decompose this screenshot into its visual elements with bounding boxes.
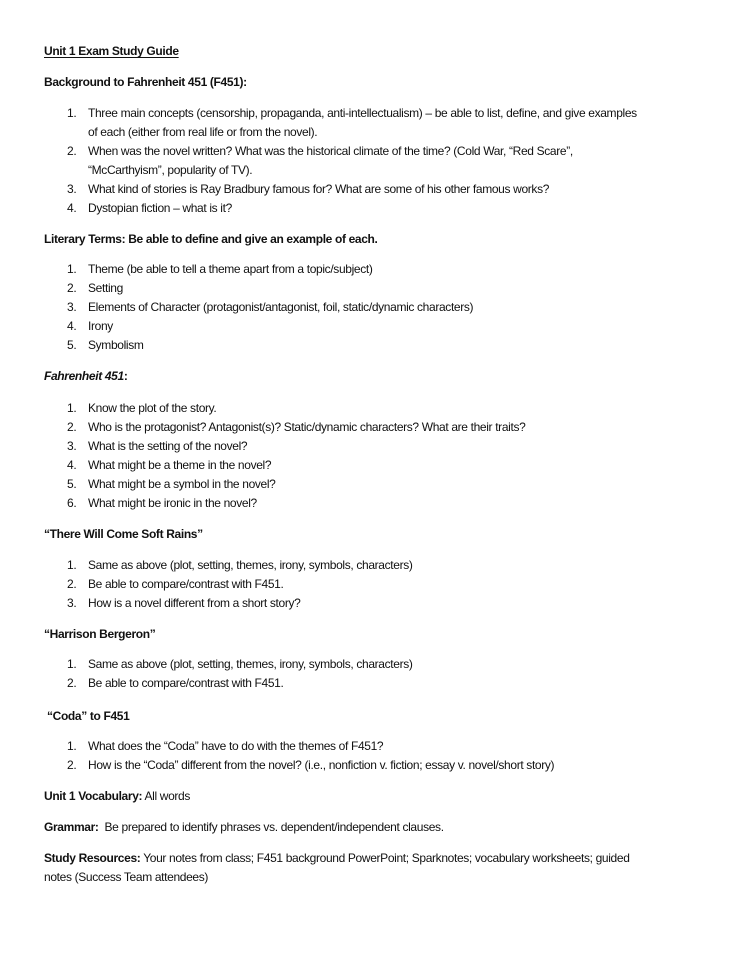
grammar-text: Be prepared to identify phrases vs. dependent/independent clauses. [98, 820, 444, 834]
grammar-line [44, 818, 444, 837]
study-resources-label: Study Resources: [44, 851, 141, 865]
list-text: When was the novel written? What was the historical climate of the time? (Cold War, “Red Scare”, [88, 144, 573, 158]
document-title: Unit 1 Exam Study Guide [44, 44, 179, 58]
list-number: 1. [67, 657, 77, 671]
list-text: Be able to compare/contrast with F451. [88, 577, 284, 591]
list-number: 5. [67, 477, 77, 491]
list-text: Dystopian fiction – what is it? [88, 201, 232, 215]
list-number: 2. [67, 676, 77, 690]
list-number: 4. [67, 201, 77, 215]
list-item [0, 104, 749, 123]
list-number: 3. [67, 182, 77, 196]
list-item [0, 456, 749, 475]
section-heading-literary-terms: Literary Terms: Be able to define and give an example of each. [44, 232, 378, 246]
list-number: 2. [67, 281, 77, 295]
list-text: What might be a symbol in the novel? [88, 477, 276, 491]
section-heading-fahrenheit-451 [44, 367, 127, 386]
list-number: 2. [67, 420, 77, 434]
list-number: 6. [67, 496, 77, 510]
list-number: 1. [67, 106, 77, 120]
list-text: How is a novel different from a short story? [88, 596, 301, 610]
list-text: Elements of Character (protagonist/antagonist, foil, static/dynamic characters) [88, 300, 474, 314]
list-number: 2. [67, 144, 77, 158]
list-text-continued: “McCarthyism”, popularity of TV). [88, 163, 253, 177]
list-number: 5. [67, 338, 77, 352]
list-text: Same as above (plot, setting, themes, irony, symbols, characters) [88, 558, 413, 572]
list-text: How is the “Coda” different from the novel? (i.e., nonfiction v. fiction; essay v. novel/short story) [88, 758, 555, 772]
list-text: Three main concepts (censorship, propaganda, anti-intellectualism) – be able to list, define, and give examples [88, 106, 637, 120]
list-number: 1. [67, 401, 77, 415]
study-resources-text: Your notes from class; F451 background PowerPoint; Sparknotes; vocabulary worksheets; guided [140, 851, 630, 865]
list-item [0, 199, 749, 218]
section-heading-soft-rains: “There Will Come Soft Rains” [44, 527, 203, 541]
list-item [0, 494, 749, 513]
list-text: Be able to compare/contrast with F451. [88, 676, 284, 690]
list-number: 4. [67, 319, 77, 333]
list-number: 3. [67, 596, 77, 610]
list-number: 2. [67, 577, 77, 591]
list-item [0, 418, 749, 437]
list-text: What kind of stories is Ray Bradbury famous for? What are some of his other famous works? [88, 182, 550, 196]
list-text: Theme (be able to tell a theme apart from a topic/subject) [88, 262, 373, 276]
list-text: What is the setting of the novel? [88, 439, 248, 453]
section-heading-coda: “Coda” to F451 [44, 709, 130, 723]
list-item [0, 317, 749, 336]
list-text: What might be ironic in the novel? [88, 496, 257, 510]
list-item [0, 756, 749, 775]
list-item [0, 336, 749, 355]
list-text-continued: of each (either from real life or from the novel). [88, 125, 318, 139]
list-item [0, 437, 749, 456]
list-text: Know the plot of the story. [88, 401, 217, 415]
list-number: 1. [67, 262, 77, 276]
list-item [0, 399, 749, 418]
list-text: What does the “Coda” have to do with the themes of F451? [88, 739, 384, 753]
list-number: 1. [67, 558, 77, 572]
list-item [0, 298, 749, 317]
list-item [0, 674, 749, 693]
list-text: Same as above (plot, setting, themes, irony, symbols, characters) [88, 657, 413, 671]
section-heading-harrison-bergeron: “Harrison Bergeron” [44, 627, 156, 641]
list-item [0, 180, 749, 199]
study-resources-line [44, 849, 630, 868]
vocabulary-label: Unit 1 Vocabulary: [44, 789, 143, 803]
vocabulary-line [44, 787, 190, 806]
list-item [0, 260, 749, 279]
list-item [0, 575, 749, 594]
list-number: 2. [67, 758, 77, 772]
list-number: 3. [67, 439, 77, 453]
list-item [0, 594, 749, 613]
grammar-label: Grammar: [44, 820, 99, 834]
study-resources-continued: notes (Success Team attendees) [44, 870, 209, 884]
list-item [0, 142, 749, 161]
list-item [0, 279, 749, 298]
list-text: What might be a theme in the novel? [88, 458, 272, 472]
list-text: Who is the protagonist? Antagonist(s)? Static/dynamic characters? What are their traits? [88, 420, 526, 434]
list-text: Irony [88, 319, 113, 333]
list-item [0, 556, 749, 575]
list-text: Setting [88, 281, 123, 295]
vocabulary-text: All words [142, 789, 191, 803]
list-item [0, 475, 749, 494]
list-number: 1. [67, 739, 77, 753]
list-item [0, 655, 749, 674]
section-heading-background: Background to Fahrenheit 451 (F451): [44, 75, 247, 89]
list-number: 3. [67, 300, 77, 314]
list-text: Symbolism [88, 338, 144, 352]
list-number: 4. [67, 458, 77, 472]
list-item [0, 737, 749, 756]
heading-colon: : [123, 369, 128, 383]
heading-italic-title: Fahrenheit 451 [44, 369, 124, 383]
